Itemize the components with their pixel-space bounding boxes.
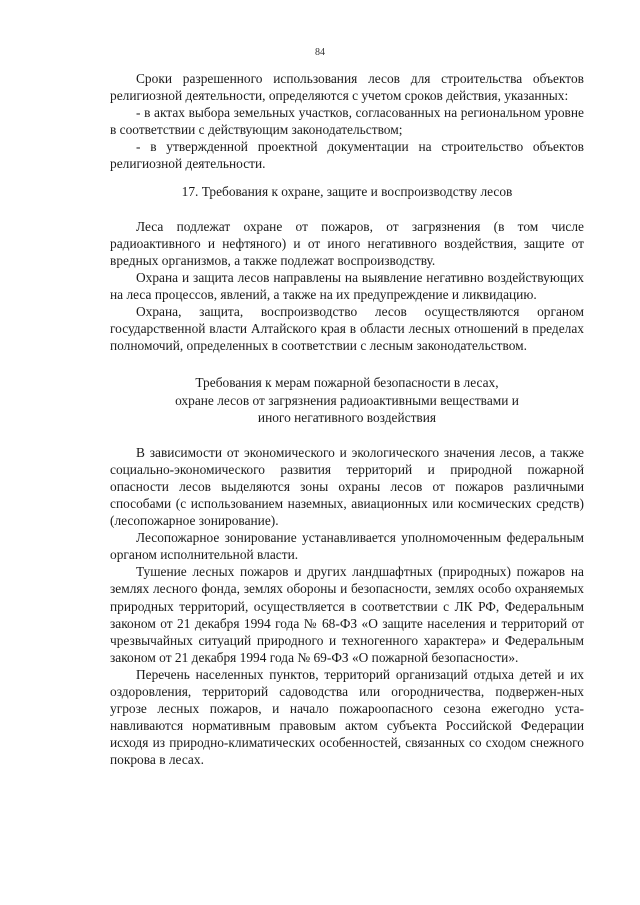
- paragraph-settlements-list: Перечень населенных пунктов, территорий организаций отдыха детей и их оздоровления, территорий садоводства или огородничества, подвержен-ных угрозе лесных пожаров, и начало пожароопасного сезона ежегодно уста-навливаются нормативным правовым актом субъекта Российской Федерации исходя из природно-климатических особенностей, связанных со сходом снежного покрова в лесах.: [110, 666, 584, 768]
- paragraph-forest-protection: Леса подлежат охране от пожаров, от загрязнения (в том числе радиоактивного и нефтяного) и от иного негативного воздействия, защите от вредных организмов, а также подлежат воспроизводству.: [110, 218, 584, 268]
- paragraph-zoning-authority: Лесопожарное зонирование устанавливается уполномоченным федеральным органом исполнительной власти.: [110, 530, 584, 563]
- paragraph-usage-terms: Сроки разрешенного использования лесов для строительства объектов религиозной деятельности, определяются с учетом сроков действия, указанных:: [110, 71, 584, 104]
- subsection-heading: [110, 374, 584, 425]
- section-17-heading: 17. Требования к охране, защите и воспроизводству лесов: [181, 183, 513, 199]
- page-content: [110, 70, 584, 768]
- list-item-project-docs: - в утвержденной проектной документации на строительство объектов религиозной деятельности.: [110, 139, 584, 172]
- paragraph-fire-zoning: В зависимости от экономического и экологического значения лесов, а также социально-экономического развития территорий и природной пожарной опасности лесов выделяются зоны охраны лесов от пожаров различными способами (с использованием наземных, авиационных или космических средств) (лесопожарное зонирование).: [110, 444, 584, 529]
- page-number: 84: [315, 47, 325, 58]
- subsection-heading-line-1: Требования к мерам пожарной безопасности в лесах,: [195, 375, 499, 391]
- list-item-acts: - в актах выбора земельных участков, согласованных на региональном уровне в соответствии с действующим законодательством;: [110, 105, 584, 138]
- paragraph-authority: Охрана, защита, воспроизводство лесов осуществляются органом государственной власти Алтайского края в области лесных отношений в пределах полномочий, определенных в соответствии с лесным законодательством.: [110, 304, 584, 354]
- subsection-heading-line-2: охране лесов от загрязнения радиоактивными веществами и: [175, 392, 519, 408]
- paragraph-protection-aims: Охрана и защита лесов направлены на выявление негативно воздействующих на леса процессов, явлений, а также на их предупреждение и ликвидацию.: [110, 269, 584, 303]
- paragraph-fire-fighting: Тушение лесных пожаров и других ландшафтных (природных) пожаров на землях лесного фонда, землях обороны и безопасности, землях особо охраняемых природных территорий, осуществляется в соответствии с ЛК РФ, Федеральным законом от 21 декабря 1994 года № 68-ФЗ «О защите населения и территорий от чрезвычайных ситуаций природного и техногенного характера» и Федеральным законом от 21 декабря 1994 года № 69-ФЗ «О пожарной безопасности».: [110, 564, 584, 665]
- subsection-heading-line-3: иного негативного воздействия: [257, 409, 437, 425]
